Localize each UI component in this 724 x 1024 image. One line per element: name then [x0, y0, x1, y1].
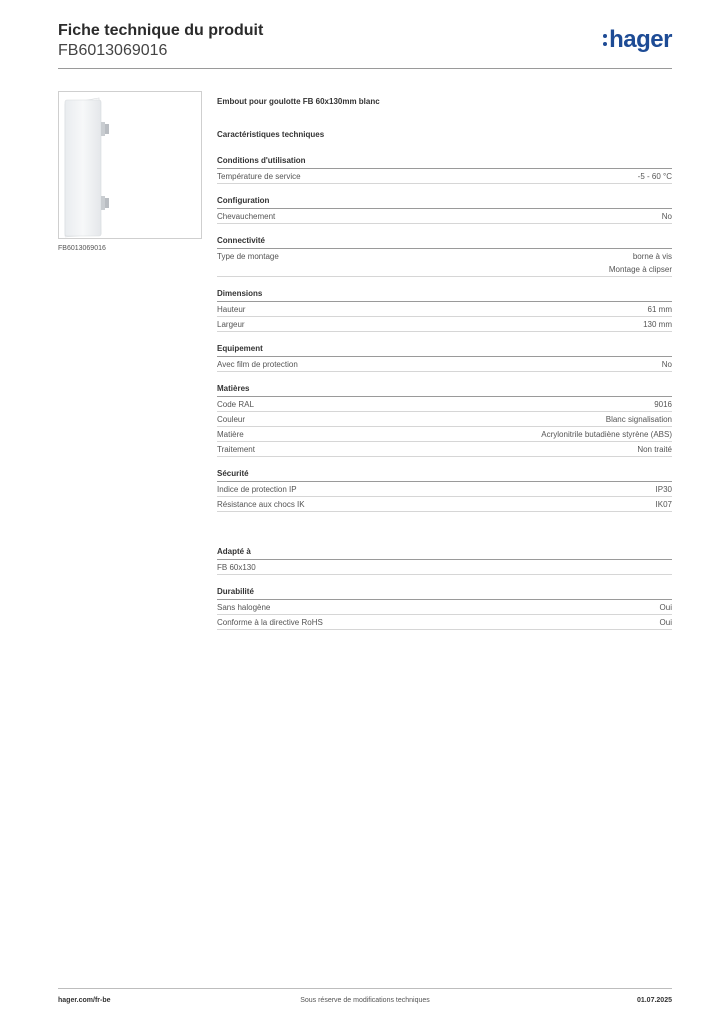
spec-value-line: IK07 — [655, 500, 672, 509]
spec-section — [217, 288, 672, 332]
spec-section — [217, 343, 672, 372]
spec-label: Sans halogène — [217, 603, 271, 612]
product-reference: FB6013069016 — [58, 42, 168, 59]
section-title: Sécurité — [217, 468, 672, 482]
spec-row — [217, 209, 672, 224]
spec-row — [217, 302, 672, 317]
section-title: Equipement — [217, 343, 672, 357]
spec-value — [637, 443, 672, 456]
spec-value-line: Blanc signalisation — [605, 415, 672, 424]
spec-row — [217, 615, 672, 630]
section-title: Conditions d'utilisation — [217, 155, 672, 169]
spec-label: Hauteur — [217, 305, 246, 314]
end-cap-illustration — [59, 92, 201, 238]
spec-label: Indice de protection IP — [217, 485, 297, 494]
image-caption: FB6013069016 — [58, 245, 106, 252]
spec-label: Résistance aux chocs IK — [217, 500, 305, 509]
spec-row — [217, 560, 672, 575]
spec-section — [217, 586, 672, 630]
spec-row — [217, 317, 672, 332]
spec-row — [217, 412, 672, 427]
spec-section — [217, 235, 672, 277]
spec-row — [217, 427, 672, 442]
spec-section — [217, 468, 672, 512]
spec-row — [217, 169, 672, 184]
spec-label: Température de service — [217, 172, 301, 181]
document-title: Fiche technique du produit — [58, 22, 264, 39]
spec-section — [217, 155, 672, 184]
hager-logo — [603, 27, 672, 53]
spec-value — [609, 250, 672, 276]
section-title: Configuration — [217, 195, 672, 209]
spec-value-line: No — [661, 360, 672, 369]
spec-row — [217, 442, 672, 457]
spec-value-line: Montage à clipser — [608, 265, 672, 274]
spec-value-line: No — [661, 212, 672, 221]
spec-row — [217, 397, 672, 412]
spec-value — [662, 358, 672, 371]
section-title: Matières — [217, 383, 672, 397]
extra-spec-sections — [217, 546, 672, 630]
spec-label: Matière — [217, 430, 244, 439]
characteristics-title: Caractéristiques techniques — [217, 130, 325, 139]
spec-sections — [217, 155, 672, 512]
spec-value-line: Oui — [659, 618, 672, 627]
spec-value-line: borne à vis — [632, 252, 672, 261]
spec-value-line: -5 - 60 °C — [637, 172, 672, 181]
spec-section — [217, 383, 672, 457]
spec-label: FB 60x130 — [217, 563, 256, 572]
header-divider — [58, 68, 672, 69]
spec-label: Traitement — [217, 445, 255, 454]
spec-value-line: 61 mm — [647, 305, 672, 314]
spec-value — [606, 413, 672, 426]
spec-label: Code RAL — [217, 400, 254, 409]
spec-value — [541, 428, 672, 441]
product-name: Embout pour goulotte FB 60x130mm blanc — [217, 97, 380, 106]
spec-value — [656, 483, 672, 496]
spec-row — [217, 482, 672, 497]
spec-label: Avec film de protection — [217, 360, 298, 369]
spec-label: Type de montage — [217, 252, 279, 261]
spec-value — [662, 210, 672, 223]
spec-value — [638, 170, 672, 183]
page-header — [58, 21, 672, 69]
spec-section — [217, 195, 672, 224]
spec-value-line: Acrylonitrile butadiène styrène (ABS) — [541, 430, 672, 439]
spec-value-line: IP30 — [655, 485, 672, 494]
spec-section — [217, 546, 672, 575]
spec-row — [217, 357, 672, 372]
product-image — [58, 91, 202, 239]
section-title: Dimensions — [217, 288, 672, 302]
spec-value — [648, 303, 672, 316]
spec-label: Couleur — [217, 415, 246, 424]
footer-divider — [58, 988, 672, 989]
logo-text: hager — [609, 26, 672, 53]
spec-row — [217, 497, 672, 512]
spec-row — [217, 249, 672, 277]
spec-content — [217, 96, 672, 630]
spec-label: Chevauchement — [217, 212, 276, 221]
spec-value — [660, 616, 672, 629]
footer-date: 01.07.2025 — [636, 997, 672, 1004]
spec-value — [654, 398, 672, 411]
section-title: Adapté à — [217, 546, 672, 560]
spec-label: Largeur — [217, 320, 245, 329]
logo-dots-icon — [603, 34, 607, 46]
spec-value — [656, 498, 672, 511]
section-title: Connectivité — [217, 235, 672, 249]
footer-disclaimer: Sous réserve de modifications techniques — [300, 997, 430, 1004]
footer-website: hager.com/fr-be — [58, 997, 111, 1004]
spec-value-line: 130 mm — [643, 320, 672, 329]
spec-label: Conforme à la directive RoHS — [217, 618, 323, 627]
spec-value-line: Oui — [659, 603, 672, 612]
spec-value — [643, 318, 672, 331]
spec-value-line: Non traité — [637, 445, 672, 454]
spec-row — [217, 600, 672, 615]
spec-value — [660, 601, 672, 614]
section-title: Durabilité — [217, 586, 672, 600]
spec-value-line: 9016 — [654, 400, 672, 409]
